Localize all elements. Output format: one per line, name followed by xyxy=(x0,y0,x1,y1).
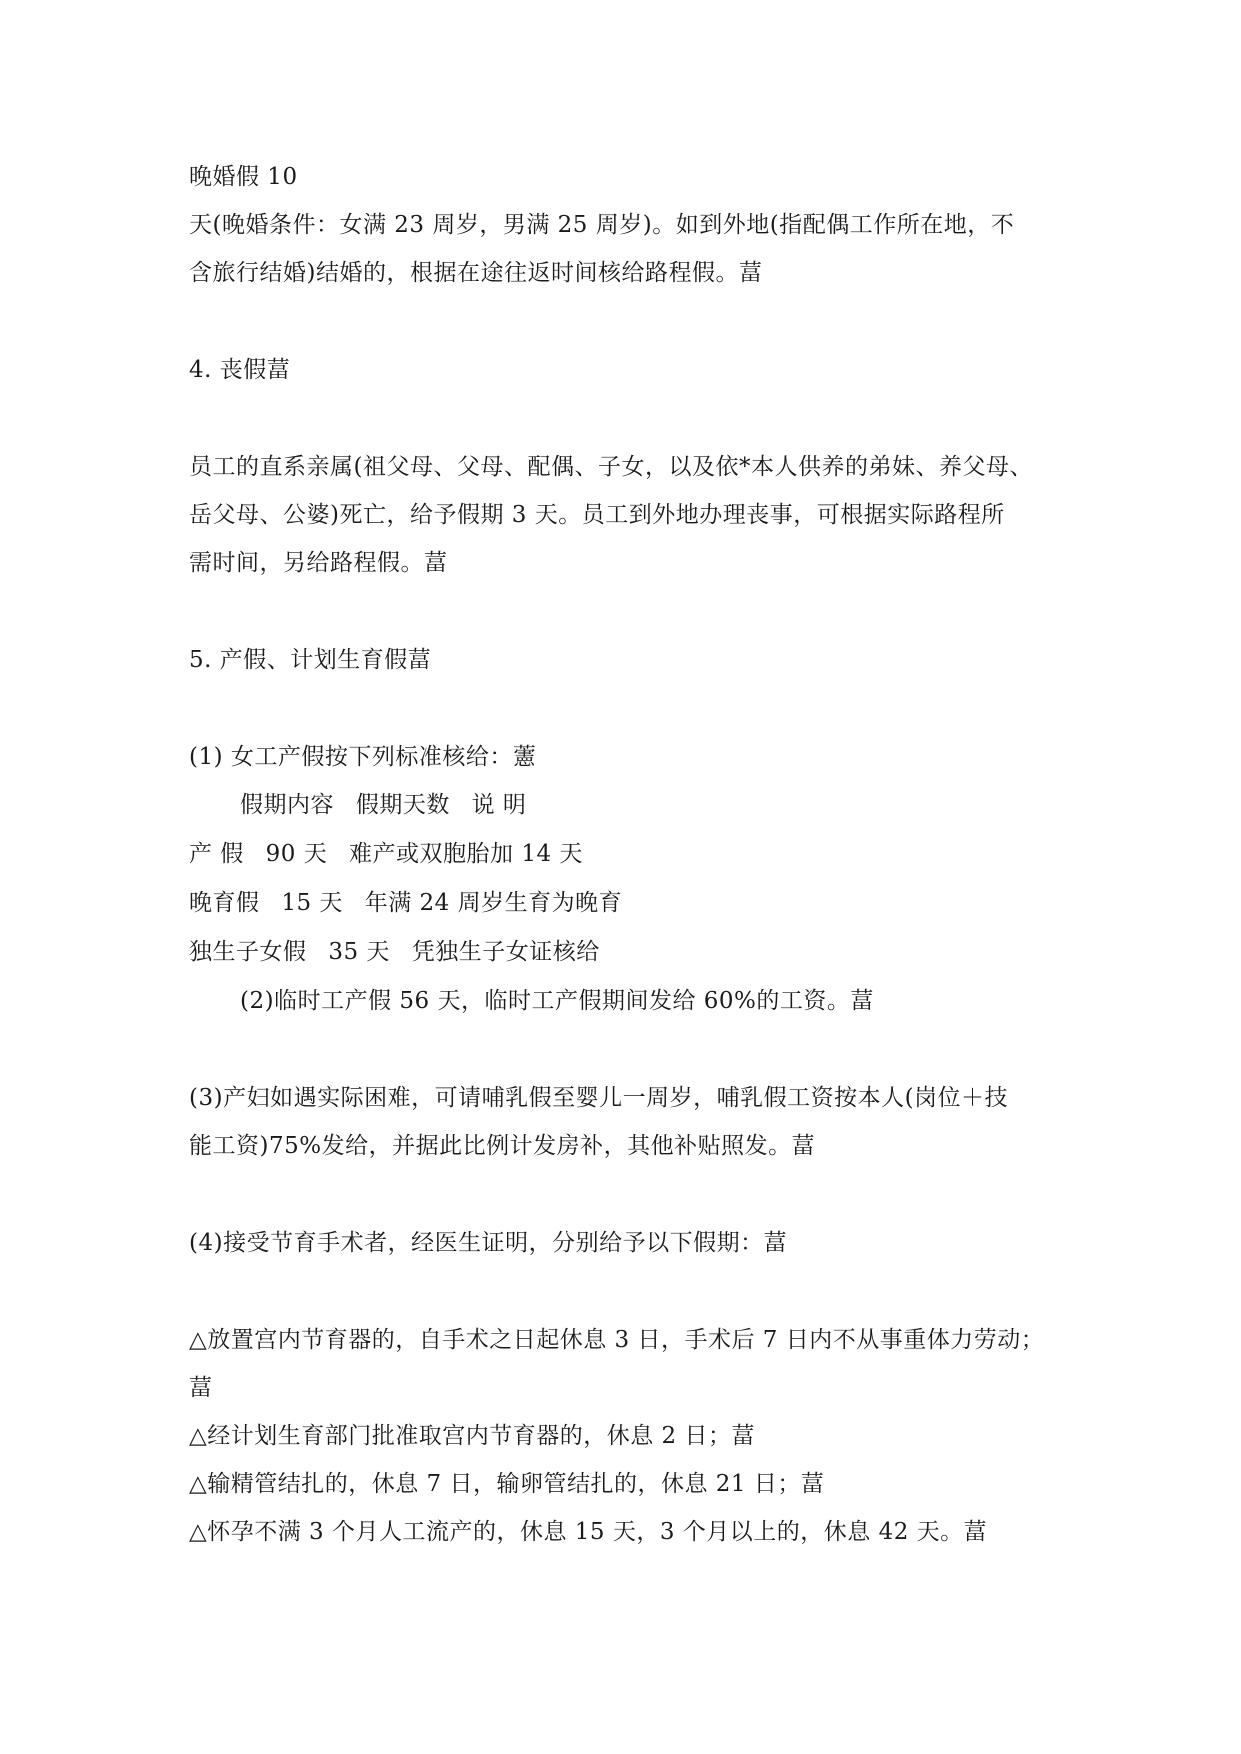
table-header-cell: 假期天数 xyxy=(355,792,450,818)
text-line: △怀孕不满 3 个月人工流产的，休息 15 天，3 个月以上的，休息 42 天。葍 xyxy=(189,1519,988,1545)
table-cell: 独生子女假 xyxy=(189,939,307,965)
section-heading: 4. 丧假葍 xyxy=(189,357,291,383)
table-cell: 产 假 xyxy=(189,841,244,867)
table-row xyxy=(189,937,1061,967)
table-cell: 年满 24 周岁生育为晚育 xyxy=(364,890,623,916)
table-cell: 晚育假 xyxy=(189,890,260,916)
table-header-cell: 假期内容 xyxy=(240,792,334,818)
text-line: 晚婚假 10 xyxy=(189,164,298,190)
text-line: (2)临时工产假 56 天，临时工产假期间发给 60%的工资。葍 xyxy=(240,988,874,1014)
table-row xyxy=(189,888,1061,918)
section-heading: 5. 产假、计划生育假葍 xyxy=(189,647,432,673)
table-cell: 90 天 xyxy=(265,841,328,867)
text-line: △放置宫内节育器的，自手术之日起休息 3 日，手术后 7 日内不从事重体力劳动； xyxy=(189,1327,1045,1353)
text-line: (3)产妇如遇实际困难，可请哺乳假至婴儿一周岁，哺乳假工资按本人(岗位＋技 xyxy=(189,1085,1009,1111)
text-line: 能工资)75%发给，并据此比例计发房补，其他补贴照发。葍 xyxy=(189,1133,816,1159)
table-cell: 凭独生子女证核给 xyxy=(411,939,600,965)
table-cell: 难产或双胞胎加 14 天 xyxy=(349,841,583,867)
table-cell: 35 天 xyxy=(328,939,390,965)
table-header-row xyxy=(240,790,1061,820)
text-line: (4)接受节育手术者，经医生证明，分别给予以下假期：葍 xyxy=(189,1230,788,1256)
table-row xyxy=(189,839,1061,869)
text-line: 需时间，另给路程假。葍 xyxy=(189,550,448,576)
table-cell: 15 天 xyxy=(281,890,343,916)
text-line: 葍 xyxy=(189,1375,213,1401)
text-line: △输精管结扎的，休息 7 日，输卵管结扎的，休息 21 日；葍 xyxy=(189,1471,825,1497)
text-line: 员工的直系亲属(祖父母、父母、配偶、子女，以及依*本人供养的弟妹、养父母、 xyxy=(189,454,1033,480)
text-line: 含旅行结婚)结婚的，根据在途往返时间核给路程假。葍 xyxy=(189,260,763,286)
table-header-cell: 说 明 xyxy=(471,792,527,818)
text-line: △经计划生育部门批准取宫内节育器的，休息 2 日；葍 xyxy=(189,1423,755,1449)
text-line: 天(晚婚条件：女满 23 周岁，男满 25 周岁)。如到外地(指配偶工作所在地，不 xyxy=(189,212,1015,238)
text-line: 岳父母、公婆)死亡，给予假期 3 天。员工到外地办理丧事，可根据实际路程所 xyxy=(189,502,1005,528)
text-line: (1) 女工产假按下列标准核给：藼 xyxy=(189,744,537,770)
